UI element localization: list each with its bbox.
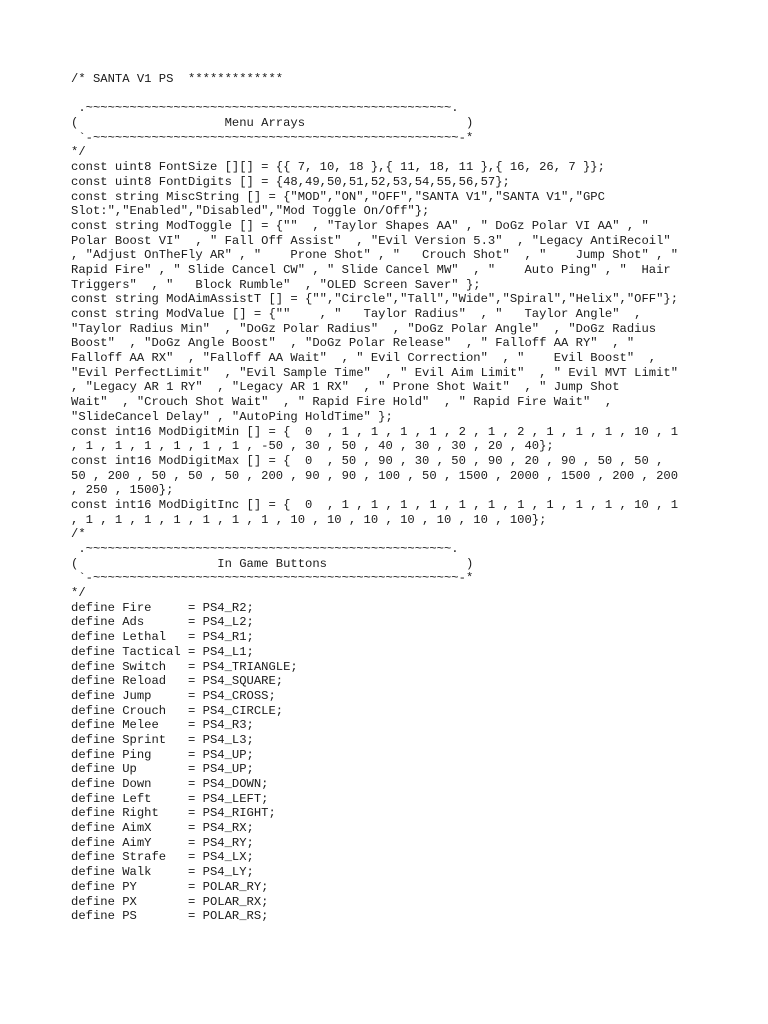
- code-line: define Walk = PS4_LY;: [71, 865, 254, 880]
- code-line: "Evil PerfectLimit" , "Evil Sample Time" , " Evil Aim Limit" , " Evil MVT Limit": [71, 365, 679, 380]
- code-line: define Lethal = PS4_R1;: [71, 630, 254, 645]
- code-line: define Fire = PS4_R2;: [71, 600, 254, 615]
- code-line: define Tactical = PS4_L1;: [71, 644, 254, 659]
- code-line: */: [71, 145, 86, 160]
- code-line: "SlideCancel Delay" , "AutoPing HoldTime" };: [71, 409, 393, 424]
- code-line: */: [71, 586, 86, 601]
- code-line: const string ModToggle [] = {"" , "Taylor Shapes AA" , " DoGz Polar VI AA" , ": [71, 218, 649, 233]
- code-line: Boost" , "DoGz Angle Boost" , "DoGz Polar Release" , " Falloff AA RY" , ": [71, 336, 635, 351]
- code-line: define Right = PS4_RIGHT;: [71, 806, 276, 821]
- code-line: define Left = PS4_LEFT;: [71, 791, 269, 806]
- code-line: Slot:","Enabled","Disabled","Mod Toggle On/Off"};: [71, 204, 430, 219]
- code-line: define Reload = PS4_SQUARE;: [71, 674, 284, 689]
- code-line: .~~~~~~~~~~~~~~~~~~~~~~~~~~~~~~~~~~~~~~~~~~~~~~~~~~.: [71, 542, 459, 556]
- code-line: Rapid Fire" , " Slide Cancel CW" , " Slide Cancel MW" , " Auto Ping" , " Hair: [71, 262, 671, 277]
- code-line: define PX = POLAR_RX;: [71, 894, 269, 909]
- code-line: , "Legacy AR 1 RY" , "Legacy AR 1 RX" , " Prone Shot Wait" , " Jump Shot: [71, 380, 620, 395]
- code-line: .~~~~~~~~~~~~~~~~~~~~~~~~~~~~~~~~~~~~~~~~~~~~~~~~~~.: [71, 101, 459, 116]
- code-line: /*: [71, 527, 86, 542]
- code-line: Wait" , "Crouch Shot Wait" , " Rapid Fire Hold" , " Rapid Fire Wait" ,: [71, 395, 613, 410]
- code-line: , "Adjust OnTheFly AR" , " Prone Shot" , " Crouch Shot" , " Jump Shot" , ": [71, 248, 679, 263]
- code-line: , 250 , 1500};: [71, 483, 174, 498]
- section-heading-menu-arrays: ( Menu Arrays ): [71, 116, 474, 131]
- code-line: [71, 87, 711, 102]
- code-line: Triggers" , " Block Rumble" , "OLED Screen Saver" };: [71, 277, 481, 292]
- code-line: const string ModAimAssistT [] = {"","Circle","Tall","Wide","Spiral","Helix","OFF"};: [71, 292, 679, 307]
- code-line: define PS = POLAR_RS;: [71, 909, 269, 924]
- code-line: define Switch = PS4_TRIANGLE;: [71, 659, 298, 674]
- code-line: define Crouch = PS4_CIRCLE;: [71, 703, 284, 718]
- code-line: define Ping = PS4_UP;: [71, 747, 254, 762]
- code-document-page: [71, 72, 711, 924]
- code-line: define Strafe = PS4_LX;: [71, 850, 254, 865]
- code-line: define PY = POLAR_RY;: [71, 879, 269, 894]
- code-line: define Ads = PS4_L2;: [71, 615, 254, 630]
- code-line: define Melee = PS4_R3;: [71, 718, 254, 733]
- code-line: const int16 ModDigitMin [] = { 0 , 1 , 1 , 1 , 1 , 2 , 1 , 2 , 1 , 1 , 1 , 10 , 1: [71, 424, 679, 439]
- code-line: const uint8 FontDigits [] = {48,49,50,51,52,53,54,55,56,57};: [71, 174, 510, 189]
- code-line: /* SANTA V1 PS *************: [71, 72, 284, 86]
- code-line: , 1 , 1 , 1 , 1 , 1 , 1 , -50 , 30 , 50 , 40 , 30 , 30 , 20 , 40};: [71, 439, 554, 454]
- code-line: define AimX = PS4_RX;: [71, 821, 254, 836]
- code-line: Polar Boost VI" , " Fall Off Assist" , "Evil Version 5.3" , "Legacy AntiRecoil": [71, 233, 671, 248]
- code-line: "Taylor Radius Min" , "DoGz Polar Radius" , "DoGz Polar Angle" , "DoGz Radius: [71, 321, 657, 336]
- code-line: `-~~~~~~~~~~~~~~~~~~~~~~~~~~~~~~~~~~~~~~~~~~~~~~~~~~-*: [71, 571, 474, 586]
- code-line: const int16 ModDigitInc [] = { 0 , 1 , 1 , 1 , 1 , 1 , 1 , 1 , 1 , 1 , 1 , 10 , 1: [71, 497, 679, 512]
- code-line: `-~~~~~~~~~~~~~~~~~~~~~~~~~~~~~~~~~~~~~~~~~~~~~~~~~~-*: [71, 130, 474, 145]
- code-line: const string ModValue [] = {"" , " Taylor Radius" , " Taylor Angle" ,: [71, 307, 642, 321]
- code-line: define AimY = PS4_RY;: [71, 835, 254, 850]
- section-heading-in-game-buttons: ( In Game Buttons ): [71, 556, 474, 571]
- code-line: define Jump = PS4_CROSS;: [71, 688, 276, 703]
- code-line: const string MiscString [] = {"MOD","ON","OFF","SANTA V1","SANTA V1","GPC: [71, 189, 605, 204]
- code-line: , 1 , 1 , 1 , 1 , 1 , 1 , 1 , 10 , 10 , 10 , 10 , 10 , 10 , 100};: [71, 512, 547, 527]
- code-line: define Down = PS4_DOWN;: [71, 777, 269, 791]
- code-line: Falloff AA RX" , "Falloff AA Wait" , " Evil Correction" , " Evil Boost" ,: [71, 351, 657, 366]
- code-line: const uint8 FontSize [][] = {{ 7, 10, 18 },{ 11, 18, 11 },{ 16, 26, 7 }};: [71, 160, 605, 175]
- code-line: const int16 ModDigitMax [] = { 0 , 50 , 90 , 30 , 50 , 90 , 20 , 90 , 50 , 50 ,: [71, 453, 664, 468]
- code-line: define Sprint = PS4_L3;: [71, 732, 254, 747]
- code-line: 50 , 200 , 50 , 50 , 50 , 200 , 90 , 90 , 100 , 50 , 1500 , 2000 , 1500 , 200 , 200: [71, 468, 679, 483]
- code-line: define Up = PS4_UP;: [71, 762, 254, 777]
